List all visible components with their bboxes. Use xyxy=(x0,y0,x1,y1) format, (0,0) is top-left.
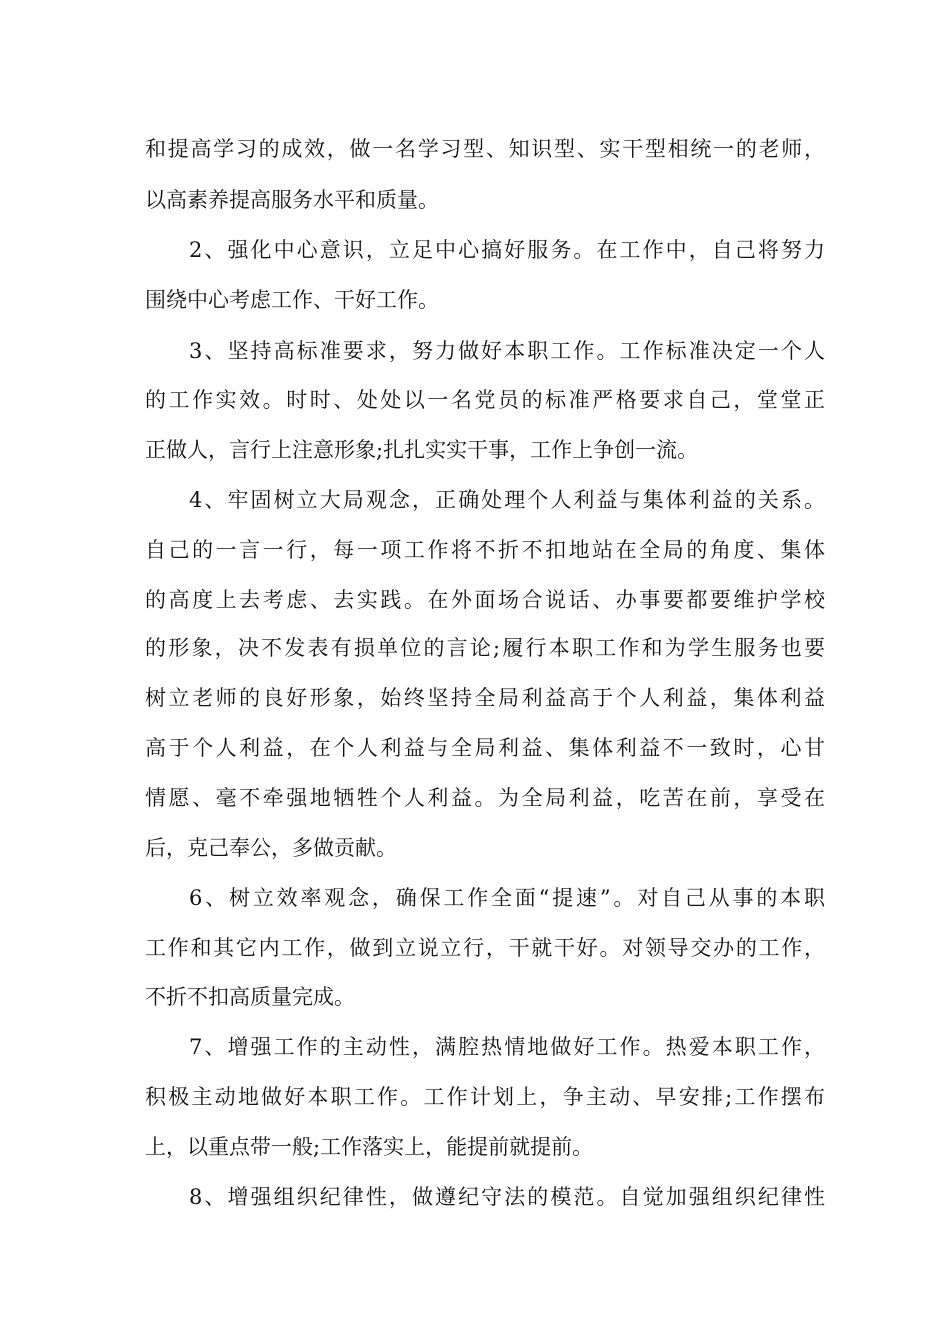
text-line: 以高素养提高服务水平和质量。 xyxy=(145,188,439,212)
paragraph-start-line: 8、增强组织纪律性，做遵纪守法的模范。自觉加强组织纪律性 xyxy=(189,1185,825,1209)
text-line: 上，以重点带一般;工作落实上，能提前就提前。 xyxy=(145,1135,594,1159)
text-line: 工作和其它内工作，做到立说立行，干就干好。对领导交办的工作， xyxy=(145,936,825,960)
text-line: 不折不扣高质量完成。 xyxy=(145,985,355,1009)
text-line: 后，克己奉公，多做贡献。 xyxy=(145,836,397,860)
text-line: 情愿、毫不牵强地牺牲个人利益。为全局利益，吃苦在前，享受在 xyxy=(145,786,825,810)
text-line: 树立老师的良好形象，始终坚持全局利益高于个人利益，集体利益 xyxy=(145,686,825,710)
paragraph-start-line: 2、强化中心意识，立足中心搞好服务。在工作中，自己将努力 xyxy=(189,238,825,262)
text-line: 的高度上去考虑、去实践。在外面场合说话、办事要都要维护学校 xyxy=(145,588,825,612)
text-line: 的工作实效。时时、处处以一名党员的标准严格要求自己，堂堂正 xyxy=(145,388,825,412)
paragraph-start-line: 3、坚持高标准要求，努力做好本职工作。工作标准决定一个人 xyxy=(189,339,825,363)
text-line: 的形象，决不发表有损单位的言论;履行本职工作和为学生服务也要 xyxy=(145,636,825,660)
text-line: 积极主动地做好本职工作。工作计划上，争主动、早安排;工作摆布 xyxy=(145,1085,825,1109)
paragraph-start-line: 4、牢固树立大局观念，正确处理个人利益与集体利益的关系。 xyxy=(189,488,825,512)
text-line: 正做人，言行上注意形象;扎扎实实干事，工作上争创一流。 xyxy=(145,438,699,462)
paragraph-start-line: 7、增强工作的主动性，满腔热情地做好工作。热爱本职工作， xyxy=(189,1035,825,1059)
paragraph-start-line: 6、树立效率观念，确保工作全面“提速”。对自己从事的本职 xyxy=(189,886,825,910)
text-line: 自己的一言一行，每一项工作将不折不扣地站在全局的角度、集体 xyxy=(145,538,825,562)
text-line: 高于个人利益，在个人利益与全局利益、集体利益不一致时，心甘 xyxy=(145,736,825,760)
text-line: 和提高学习的成效，做一名学习型、知识型、实干型相统一的老师， xyxy=(145,137,825,161)
text-line: 围绕中心考虑工作、干好工作。 xyxy=(145,288,439,312)
